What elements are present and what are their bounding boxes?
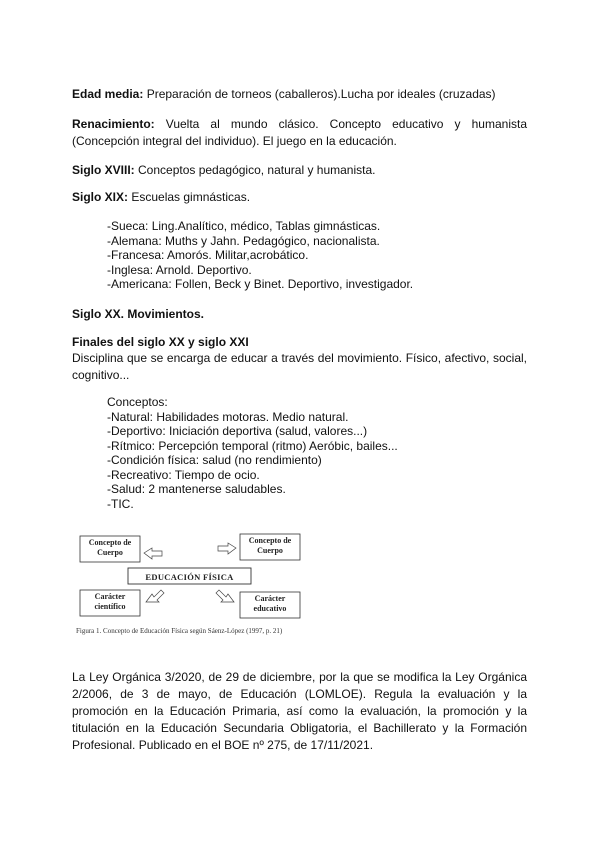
list-item: -Natural: Habilidades motoras. Medio natural.	[107, 409, 349, 424]
siglo-xix-text: Escuelas gimnásticas.	[128, 190, 251, 204]
conceptos-list	[107, 395, 527, 511]
figure-caption: Figura 1. Concepto de Educación Física según Sáenz-López (1997, p. 21)	[76, 627, 283, 635]
list-item: -Salud: 2 mantenerse saludables.	[107, 482, 286, 496]
conceptos-title: Conceptos:	[107, 395, 168, 409]
edad-media-text: Preparación de torneos (caballeros).Lucha por ideales (cruzadas)	[143, 87, 496, 101]
renacimiento-text: Vuelta al mundo clásico. Concepto educativo y humanista (Concepción integral del individuo). El juego en la educación.	[72, 117, 527, 148]
caracter-cientifico-box: Carácter científico	[94, 592, 126, 611]
finales-heading: Finales del siglo XX y siglo XXI	[72, 335, 249, 349]
renacimiento-paragraph	[72, 116, 527, 150]
siglo-xix-paragraph	[72, 189, 527, 206]
siglo-xviii-text: Conceptos pedagógico, natural y humanista.	[134, 163, 376, 177]
list-item: -TIC.	[107, 496, 134, 511]
siglo-xix-list	[107, 219, 527, 292]
caracter-educativo-box: Carácter educativo	[253, 594, 287, 613]
concepto-cuerpo-box-right: Concepto de Cuerpo	[248, 536, 292, 555]
educacion-fisica-box: EDUCACIÓN FÍSICA	[145, 572, 234, 582]
siglo-xix-label: Siglo XIX:	[72, 190, 129, 204]
list-item: -Rítmico: Percepción temporal (ritmo) Aeróbic, bailes...	[107, 438, 398, 453]
siglo-xx-heading: Siglo XX. Movimientos.	[72, 307, 205, 321]
list-item: -Deportivo: Iniciación deportiva (salud, valores...)	[107, 424, 368, 438]
list-item: -Condición física: salud (no rendimiento)	[107, 453, 322, 467]
list-item: -Alemana: Muths y Jahn. Pedagógico, nacionalista.	[107, 233, 380, 248]
concepto-cuerpo-box-left: Concepto de Cuerpo	[88, 538, 132, 557]
list-item: -Inglesa: Arnold. Deportivo.	[107, 262, 252, 277]
education-diagram	[72, 526, 332, 638]
siglo-xviii-label: Siglo XVIII:	[72, 163, 135, 177]
lomloe-paragraph: La Ley Orgánica 3/2020, de 29 de diciembre, por la que se modifica la Ley Orgánica 2/2006, de 3 de mayo, de Educación (LOMLOE). Regula la evaluación y la promoción en la Educación Primaria, así como la evaluación, la promoción y la titulación en la Educación Secundaria Obligatoria, el Bachillerato y la Formación Profesional. Publicado en el BOE nº 275, de 17/11/2021.	[72, 670, 527, 752]
finales-text: Disciplina que se encarga de educar a través del movimiento. Físico, afectivo, social, cognitivo...	[72, 351, 527, 382]
list-item: -Sueca: Ling.Analítico, médico, Tablas gimnásticas.	[107, 219, 381, 233]
list-item: -Francesa: Amorós. Militar,acrobático.	[107, 248, 309, 263]
list-item: -Americana: Follen, Beck y Binet. Deportivo, investigador.	[107, 277, 414, 292]
siglo-xviii-paragraph	[72, 162, 527, 179]
list-item: -Recreativo: Tiempo de ocio.	[107, 467, 260, 482]
renacimiento-label: Renacimiento:	[72, 117, 155, 131]
edad-media-label: Edad media:	[72, 87, 144, 101]
edad-media-paragraph	[72, 86, 527, 103]
